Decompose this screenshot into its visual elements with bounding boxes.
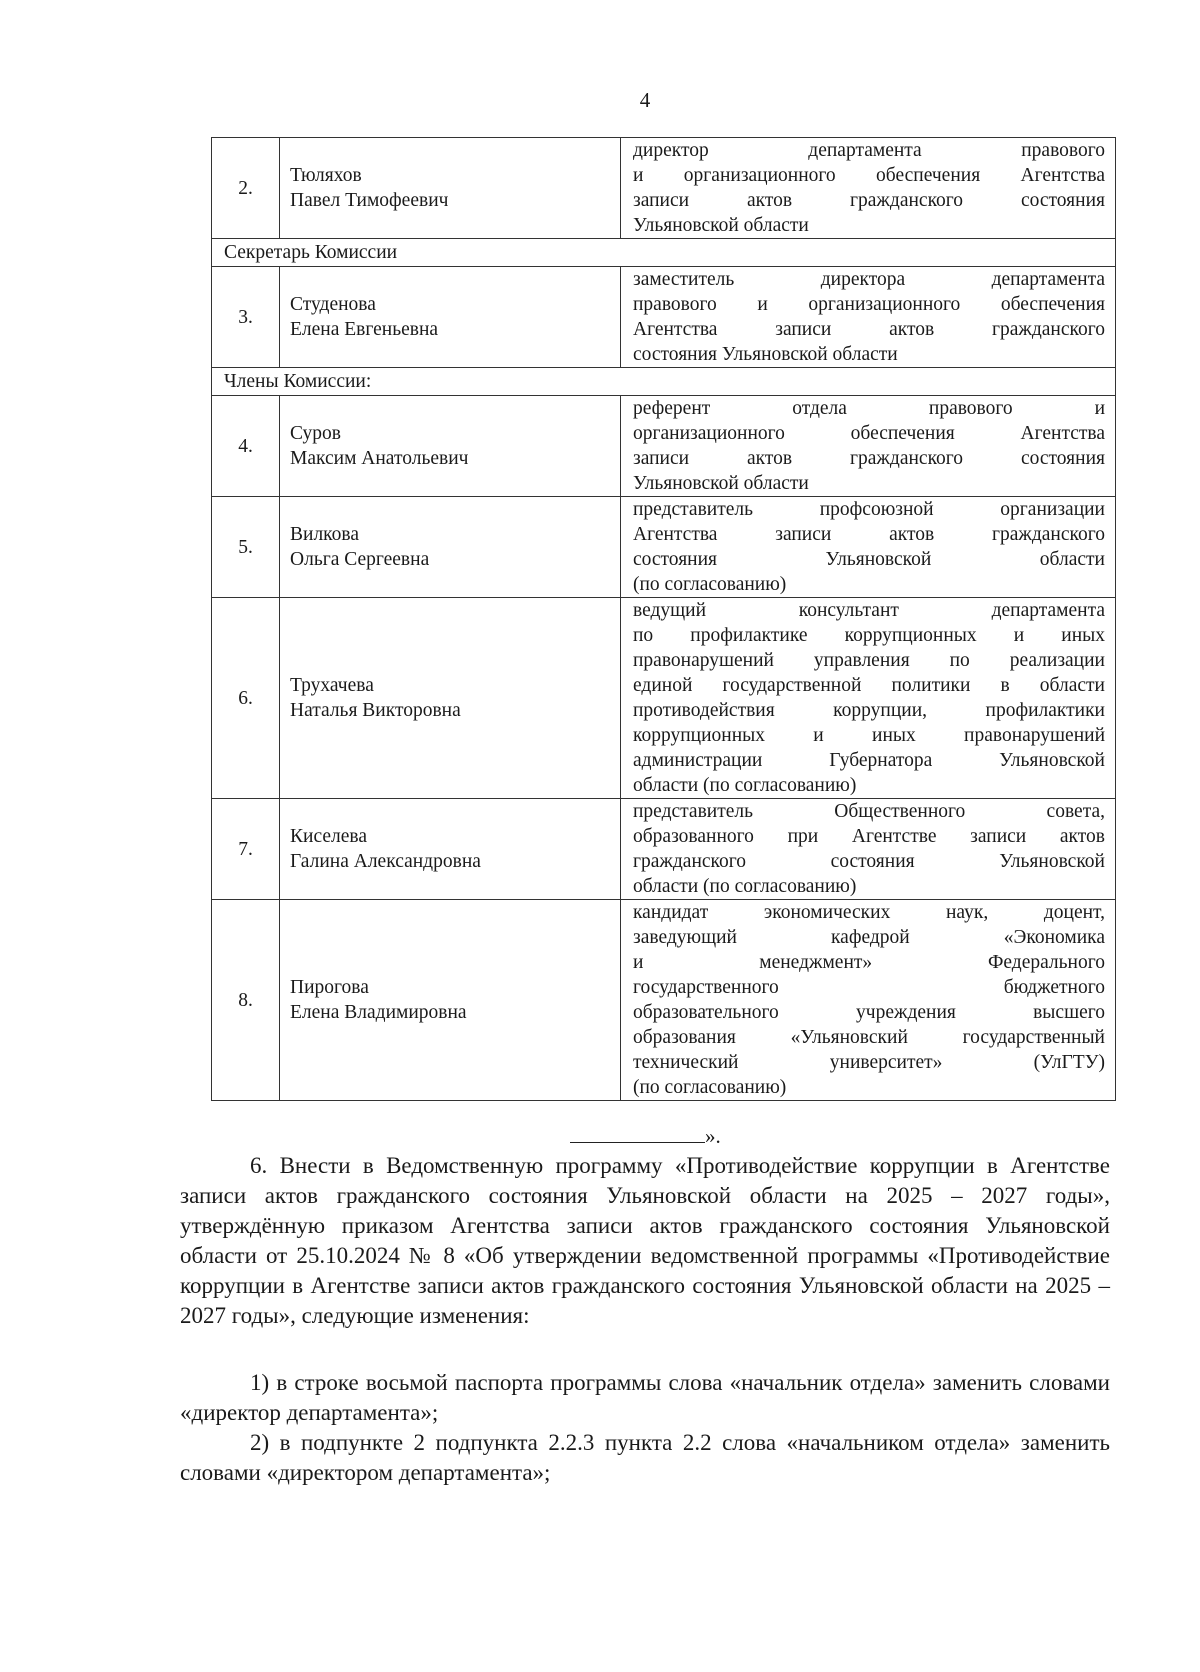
table-row [212, 900, 1116, 1101]
member-position-line: директор департамента правового [633, 140, 1105, 161]
member-position-line: представитель Общественного совета, [633, 801, 1105, 822]
member-position-line: организационного обеспечения Агентства [633, 423, 1105, 444]
member-position-line: образования «Ульяновский государственный [633, 1027, 1105, 1048]
member-name [280, 799, 621, 900]
member-position-line: ведущий консультант департамента [633, 600, 1105, 621]
member-position [621, 497, 1116, 598]
member-position-line: и менеджмент» Федерального [633, 952, 1105, 973]
member-name-line: Трухачева [290, 675, 374, 696]
closing-rule [570, 1124, 705, 1143]
member-position [621, 900, 1116, 1101]
member-position [621, 396, 1116, 497]
commission-members-table [211, 137, 1116, 1101]
table-row [212, 799, 1116, 900]
table-row [212, 598, 1116, 799]
member-name-line: Вилкова [290, 524, 360, 545]
member-position-line: кандидат экономических наук, доцент, [633, 902, 1105, 923]
paragraph-6-text: 6. Внести в Ведомственную программу «Противодействие коррупции в Агентстве записи актов гражданского состояния Ульяновской области на 2025 – 2027 годы», утверждённую приказом Агентства записи актов гражданского состояния Ульяновской области от 25.10.2024 № 8 «Об утверждении ведомственной программы «Противодействие коррупции в Агентстве записи актов гражданского состояния Ульяновской области на 2025 – 2027 годы», следующие изменения: [180, 1153, 1110, 1328]
member-position-line: Ульяновской области [633, 215, 809, 236]
member-position-line: заместитель директора департамента [633, 269, 1105, 290]
member-name-line: Елена Евгеньевна [290, 319, 439, 340]
member-position-line: гражданского состояния Ульяновской [633, 851, 1105, 872]
section-label: Члены Комиссии: [212, 368, 1116, 396]
member-position-line: Агентства записи актов гражданского [633, 319, 1105, 340]
member-position-line: правового и организационного обеспечения [633, 294, 1105, 315]
table-section-row [212, 368, 1116, 396]
member-name [280, 598, 621, 799]
table-row [212, 138, 1116, 239]
member-number: 4. [212, 396, 280, 497]
member-position-line: записи актов гражданского состояния [633, 190, 1105, 211]
closing-quote-text: ». [705, 1124, 721, 1148]
member-position-line: референт отдела правового и [633, 398, 1105, 419]
member-position-line: противодействия коррупции, профилактики [633, 700, 1105, 721]
member-name-line: Киселева [290, 826, 367, 847]
member-position-line: состояния Ульяновской области [633, 344, 898, 365]
member-name-line: Ольга Сергеевна [290, 549, 430, 570]
member-name-line: Пирогова [290, 977, 369, 998]
member-name [280, 396, 621, 497]
member-position-line: представитель профсоюзной организации [633, 499, 1105, 520]
member-position-line: (по согласованию) [633, 1077, 787, 1098]
table-row [212, 497, 1116, 598]
member-name [280, 138, 621, 239]
member-position-line: области (по согласованию) [633, 775, 857, 796]
member-name-line: Тюляхов [290, 165, 362, 186]
member-position-line: государственного бюджетного [633, 977, 1105, 998]
member-position-line: образовательного учреждения высшего [633, 1002, 1105, 1023]
table-section-row [212, 239, 1116, 267]
member-position-line: Агентства записи актов гражданского [633, 524, 1105, 545]
member-name-line: Галина Александровна [290, 851, 481, 872]
member-number: 3. [212, 267, 280, 368]
member-position-line: (по согласованию) [633, 574, 787, 595]
paragraph-item-2 [180, 1428, 1110, 1488]
table-body [212, 138, 1116, 1101]
member-position-line: состояния Ульяновской области [633, 549, 1105, 570]
member-number: 7. [212, 799, 280, 900]
section-label: Секретарь Комиссии [212, 239, 1116, 267]
member-name-line: Максим Анатольевич [290, 448, 469, 469]
member-position-line: технический университет» (УлГТУ) [633, 1052, 1105, 1073]
member-name [280, 497, 621, 598]
member-position-line: записи актов гражданского состояния [633, 448, 1105, 469]
member-name [280, 267, 621, 368]
table-row [212, 267, 1116, 368]
member-number: 6. [212, 598, 280, 799]
member-name [280, 900, 621, 1101]
member-number: 8. [212, 900, 280, 1101]
member-name-line: Павел Тимофеевич [290, 190, 449, 211]
member-name-line: Студенова [290, 294, 376, 315]
member-number: 2. [212, 138, 280, 239]
paragraph-item-1 [180, 1368, 1110, 1428]
closing-quote-mark [570, 1124, 721, 1149]
member-position [621, 799, 1116, 900]
member-position-line: области (по согласованию) [633, 876, 857, 897]
member-position-line: единой государственной политики в области [633, 675, 1105, 696]
member-position-line: и организационного обеспечения Агентства [633, 165, 1105, 186]
paragraph-item-1-text: 1) в строке восьмой паспорта программы слова «начальник отдела» заменить словами «директор департамента»; [180, 1370, 1110, 1425]
member-name-line: Суров [290, 423, 341, 444]
member-position-line: администрации Губернатора Ульяновской [633, 750, 1105, 771]
member-position-line: по профилактике коррупционных и иных [633, 625, 1105, 646]
member-number: 5. [212, 497, 280, 598]
member-position [621, 138, 1116, 239]
member-position [621, 598, 1116, 799]
member-position-line: коррупционных и иных правонарушений [633, 725, 1105, 746]
member-position-line: правонарушений управления по реализации [633, 650, 1105, 671]
member-position-line: Ульяновской области [633, 473, 809, 494]
member-name-line: Елена Владимировна [290, 1002, 467, 1023]
member-name-line: Наталья Викторовна [290, 700, 461, 721]
page-number: 4 [639, 88, 651, 112]
member-position-line: заведующий кафедрой «Экономика [633, 927, 1105, 948]
table-row [212, 396, 1116, 497]
member-position [621, 267, 1116, 368]
paragraph-item-2-text: 2) в подпункте 2 подпункта 2.2.3 пункта 2.2 слова «начальником отдела» заменить словами «директором департамента»; [180, 1430, 1110, 1485]
paragraph-6 [180, 1151, 1110, 1331]
member-position-line: образованного при Агентстве записи актов [633, 826, 1105, 847]
